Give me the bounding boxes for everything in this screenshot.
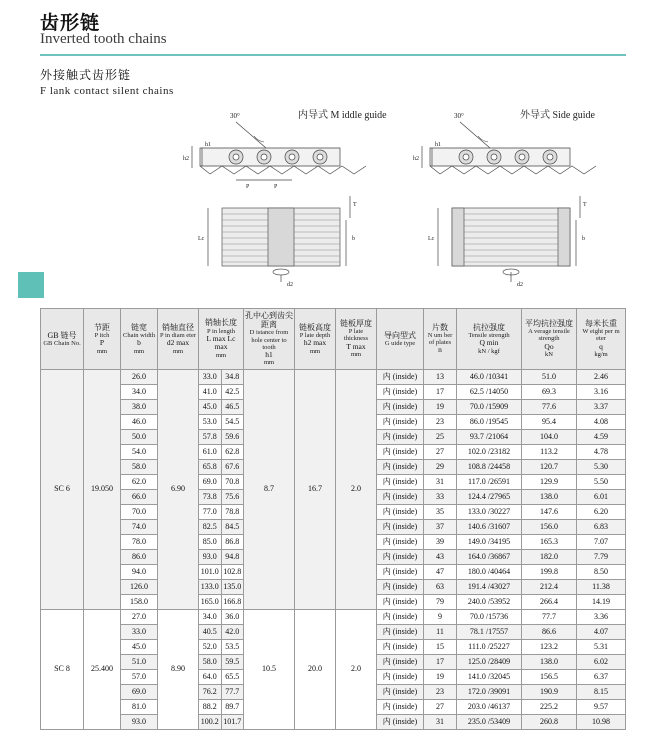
cell-pin-length-l: 73.8: [199, 489, 222, 504]
cell-plates: 23: [424, 684, 457, 699]
cell-pin-length-lc: 77.7: [221, 684, 244, 699]
cell-weight: 5.31: [577, 639, 626, 654]
table-row: [41, 369, 626, 384]
table-row: [41, 609, 626, 624]
cell-plates: 31: [424, 474, 457, 489]
cell-plates: 27: [424, 699, 457, 714]
col-pin-diameter-cn: 销轴直径: [162, 322, 194, 332]
col-pitch: [84, 309, 121, 370]
col-avg-tensile-cn: 平均抗拉强度: [525, 319, 573, 329]
cell-chain-width: 66.0: [121, 489, 158, 504]
cell-tensile-strength: 172.0 /39091: [457, 684, 522, 699]
figure-caption-left: 内导式 M iddle guide: [298, 110, 387, 121]
cell-avg-tensile: 113.2: [522, 444, 577, 459]
col-pin-length-en: P in length: [207, 327, 235, 335]
cell-guide-type: 内 (inside): [377, 624, 424, 639]
col-tensile-en: Tensile strength: [468, 331, 510, 339]
col-weight-cn: 每米长重: [585, 319, 617, 329]
cell-guide-type: 内 (inside): [377, 474, 424, 489]
col-weight-unit: kg/m: [594, 351, 608, 359]
cell-avg-tensile: 51.0: [522, 369, 577, 384]
cell-avg-tensile: 129.9: [522, 474, 577, 489]
cell-tensile-strength: 235.0 /53409: [457, 714, 522, 729]
svg-text:h2: h2: [183, 156, 189, 162]
cell-guide-type: 内 (inside): [377, 549, 424, 564]
cell-pin-length-lc: 42.5: [221, 384, 244, 399]
svg-text:b: b: [352, 236, 355, 242]
cell-weight: 6.37: [577, 669, 626, 684]
cell-chain-width: 26.0: [121, 369, 158, 384]
cell-avg-tensile: 182.0: [522, 549, 577, 564]
cell-plates: 31: [424, 714, 457, 729]
specs-table: [40, 308, 626, 730]
cell-pin-length-lc: 78.8: [221, 504, 244, 519]
cell-h1: 8.7: [244, 369, 295, 609]
cell-plates: 47: [424, 564, 457, 579]
svg-text:h1: h1: [205, 142, 211, 148]
cell-pin-length-lc: 84.5: [221, 519, 244, 534]
cell-tensile-strength: 191.4 /43027: [457, 579, 522, 594]
cell-pin-diameter: 6.90: [158, 369, 199, 609]
cell-guide-type: 内 (inside): [377, 654, 424, 669]
cell-tensile-strength: 93.7 /21064: [457, 429, 522, 444]
cell-chain-width: 78.0: [121, 534, 158, 549]
cell-pin-length-lc: 59.5: [221, 654, 244, 669]
col-chain-no: [41, 309, 84, 370]
cell-weight: 8.15: [577, 684, 626, 699]
cell-pin-length-l: 34.0: [199, 609, 222, 624]
cell-avg-tensile: 156.0: [522, 519, 577, 534]
col-tensile-sym: Q min: [479, 338, 499, 348]
cell-pin-length-lc: 166.8: [221, 594, 244, 609]
col-h1: [244, 309, 295, 370]
col-guide-type-en: G uide type: [384, 339, 416, 347]
cell-pin-length-lc: 102.8: [221, 564, 244, 579]
cell-avg-tensile: 86.6: [522, 624, 577, 639]
cell-plates: 17: [424, 654, 457, 669]
cell-plates: 23: [424, 414, 457, 429]
svg-text:30°: 30°: [230, 112, 240, 120]
svg-text:P: P: [246, 184, 250, 190]
cell-tensile-strength: 141.0 /32045: [457, 669, 522, 684]
cell-tensile-strength: 203.0 /46137: [457, 699, 522, 714]
col-pitch-cn: 节距: [94, 322, 110, 332]
cell-tensile-strength: 133.0 /30227: [457, 504, 522, 519]
cell-weight: 4.07: [577, 624, 626, 639]
cell-guide-type: 内 (inside): [377, 399, 424, 414]
cell-plates: 25: [424, 429, 457, 444]
cell-weight: 5.30: [577, 459, 626, 474]
cell-chain-width: 94.0: [121, 564, 158, 579]
cell-pin-length-l: 76.2: [199, 684, 222, 699]
cell-pin-length-l: 41.0: [199, 384, 222, 399]
cell-tensile-strength: 78.1 /17557: [457, 624, 522, 639]
table-body: [41, 369, 626, 729]
cell-plates: 9: [424, 609, 457, 624]
cell-plates: 43: [424, 549, 457, 564]
cell-avg-tensile: 147.6: [522, 504, 577, 519]
col-plate-thickness: [336, 309, 377, 370]
svg-text:b: b: [582, 236, 585, 242]
cell-pin-length-l: 101.0: [199, 564, 222, 579]
cell-plates: 13: [424, 369, 457, 384]
cell-tensile-strength: 125.0 /28409: [457, 654, 522, 669]
cell-chain-width: 38.0: [121, 399, 158, 414]
cell-chain-width: 58.0: [121, 459, 158, 474]
cell-avg-tensile: 266.4: [522, 594, 577, 609]
cell-guide-type: 内 (inside): [377, 639, 424, 654]
cell-tensile-strength: 240.0 /53952: [457, 594, 522, 609]
col-chain-width-unit: mm: [133, 347, 145, 355]
cell-plates: 19: [424, 669, 457, 684]
cell-chain-width: 57.0: [121, 669, 158, 684]
cell-avg-tensile: 104.0: [522, 429, 577, 444]
cell-weight: 6.83: [577, 519, 626, 534]
col-pitch-en: P itch: [94, 331, 110, 339]
cell-h1: 10.5: [244, 609, 295, 729]
cell-pin-length-l: 45.0: [199, 399, 222, 414]
cell-weight: 4.59: [577, 429, 626, 444]
col-plate-depth-en: P late depth: [299, 331, 331, 339]
col-plate-depth-unit: mm: [309, 347, 321, 355]
cell-avg-tensile: 225.2: [522, 699, 577, 714]
cell-pin-length-lc: 70.8: [221, 474, 244, 489]
col-plate-thickness-sym: T max: [346, 341, 366, 351]
cell-weight: 11.38: [577, 579, 626, 594]
cell-tensile-strength: 164.0 /36867: [457, 549, 522, 564]
col-plates-sym: n: [438, 345, 442, 355]
cell-pin-length-lc: 53.5: [221, 639, 244, 654]
col-chain-no-en: GB Chain No.: [43, 339, 81, 347]
col-pitch-sym: P: [99, 338, 105, 348]
cell-avg-tensile: 156.5: [522, 669, 577, 684]
cell-guide-type: 内 (inside): [377, 489, 424, 504]
cell-weight: 10.98: [577, 714, 626, 729]
col-weight: [577, 309, 626, 370]
cell-pin-length-lc: 67.6: [221, 459, 244, 474]
cell-weight: 14.19: [577, 594, 626, 609]
cell-tensile-strength: 102.0 /23182: [457, 444, 522, 459]
svg-text:30°: 30°: [454, 112, 464, 120]
cell-avg-tensile: 123.2: [522, 639, 577, 654]
cell-pin-length-lc: 94.8: [221, 549, 244, 564]
cell-pin-length-l: 52.0: [199, 639, 222, 654]
cell-plates: 37: [424, 519, 457, 534]
col-pin-length: [199, 309, 244, 370]
col-chain-width-en: Chain width: [123, 331, 155, 339]
col-avg-tensile-sym: Qo: [544, 341, 554, 351]
col-plate-depth: [295, 309, 336, 370]
cell-pin-length-lc: 75.6: [221, 489, 244, 504]
col-avg-tensile-en: A verage tensile strength: [528, 328, 570, 343]
cell-tensile-strength: 111.0 /25227: [457, 639, 522, 654]
cell-pin-length-l: 33.0: [199, 369, 222, 384]
cell-pin-length-l: 133.0: [199, 579, 222, 594]
cell-pin-length-l: 77.0: [199, 504, 222, 519]
cell-pin-length-lc: 62.8: [221, 444, 244, 459]
cell-plate-depth: 16.7: [295, 369, 336, 609]
col-h1-unit: mm: [263, 359, 275, 367]
svg-text:d2: d2: [287, 282, 293, 288]
cell-pin-length-l: 58.0: [199, 654, 222, 669]
col-chain-no-cn: GB 链号: [47, 330, 77, 340]
cell-chain-no: SC 8: [41, 609, 84, 729]
cell-guide-type: 内 (inside): [377, 714, 424, 729]
cell-avg-tensile: 69.3: [522, 384, 577, 399]
cell-chain-width: 50.0: [121, 429, 158, 444]
cell-tensile-strength: 46.0 /10341: [457, 369, 522, 384]
section-subtitle: [40, 66, 174, 97]
col-weight-sym: q: [599, 341, 603, 351]
cell-weight: 4.78: [577, 444, 626, 459]
cell-plates: 17: [424, 384, 457, 399]
table-header-row: [41, 309, 626, 370]
cell-plates: 39: [424, 534, 457, 549]
col-plate-thickness-en: P late thickness: [343, 328, 369, 343]
cell-chain-width: 86.0: [121, 549, 158, 564]
col-tensile-cn: 抗拉强度: [473, 322, 505, 332]
cell-guide-type: 内 (inside): [377, 519, 424, 534]
cell-avg-tensile: 260.8: [522, 714, 577, 729]
cell-pin-length-lc: 42.0: [221, 624, 244, 639]
col-plates-en: N um ber of plates: [427, 332, 453, 347]
cell-pin-length-l: 69.0: [199, 474, 222, 489]
col-pin-diameter-en: P in diam eter: [159, 331, 197, 339]
cell-chain-no: SC 6: [41, 369, 84, 609]
col-pin-length-unit: mm: [215, 352, 227, 359]
cell-weight: 4.08: [577, 414, 626, 429]
cell-guide-type: 内 (inside): [377, 414, 424, 429]
cell-pin-length-l: 40.5: [199, 624, 222, 639]
cell-tensile-strength: 70.0 /15736: [457, 609, 522, 624]
cell-plate-thickness: 2.0: [336, 369, 377, 609]
cell-chain-width: 70.0: [121, 504, 158, 519]
cell-tensile-strength: 62.5 /14050: [457, 384, 522, 399]
col-weight-en: W eight per m eter: [582, 328, 620, 343]
cell-guide-type: 内 (inside): [377, 534, 424, 549]
col-guide-type-cn: 导向型式: [384, 330, 416, 340]
cell-guide-type: 内 (inside): [377, 699, 424, 714]
cell-guide-type: 内 (inside): [377, 444, 424, 459]
cell-plates: 33: [424, 489, 457, 504]
col-plate-thickness-cn: 链板厚度: [340, 319, 372, 329]
cell-chain-width: 46.0: [121, 414, 158, 429]
cell-guide-type: 内 (inside): [377, 684, 424, 699]
cell-pin-length-lc: 59.6: [221, 429, 244, 444]
col-plates: [424, 309, 457, 370]
cell-pitch: 25.400: [84, 609, 121, 729]
svg-text:d2: d2: [517, 282, 523, 288]
chain-drawing-svg: [40, 100, 626, 298]
cell-chain-width: 54.0: [121, 444, 158, 459]
cell-weight: 2.46: [577, 369, 626, 384]
col-plate-thickness-unit: mm: [350, 351, 362, 359]
cell-pin-length-lc: 135.0: [221, 579, 244, 594]
cell-chain-width: 81.0: [121, 699, 158, 714]
col-h1-sym: h1: [265, 349, 273, 359]
cell-chain-width: 69.0: [121, 684, 158, 699]
col-pin-diameter-sym: d2 max: [166, 338, 190, 348]
cell-guide-type: 内 (inside): [377, 594, 424, 609]
col-tensile-unit: kN / kgf: [478, 347, 500, 355]
cell-weight: 9.57: [577, 699, 626, 714]
cell-weight: 7.79: [577, 549, 626, 564]
cell-avg-tensile: 77.7: [522, 609, 577, 624]
cell-tensile-strength: 117.0 /26591: [457, 474, 522, 489]
figure-caption-right: 外导式 Side guide: [520, 110, 595, 121]
col-guide-type: [377, 309, 424, 370]
cell-guide-type: 内 (inside): [377, 429, 424, 444]
cell-pin-length-lc: 89.7: [221, 699, 244, 714]
col-pin-diameter-unit: mm: [172, 347, 184, 355]
cell-avg-tensile: 190.9: [522, 684, 577, 699]
svg-text:T: T: [583, 202, 587, 208]
col-plate-depth-sym: h2 max: [303, 338, 327, 348]
cell-plates: 79: [424, 594, 457, 609]
col-h1-cn: 孔中心到齿尖距离: [245, 311, 293, 330]
cell-weight: 6.20: [577, 504, 626, 519]
col-tensile-strength: [457, 309, 522, 370]
page-header: [0, 0, 666, 58]
cell-chain-width: 74.0: [121, 519, 158, 534]
cell-chain-width: 27.0: [121, 609, 158, 624]
cell-guide-type: 内 (inside): [377, 384, 424, 399]
col-pin-diameter: [158, 309, 199, 370]
cell-tensile-strength: 86.0 /19545: [457, 414, 522, 429]
cell-pin-length-l: 82.5: [199, 519, 222, 534]
cell-chain-width: 45.0: [121, 639, 158, 654]
cell-guide-type: 内 (inside): [377, 669, 424, 684]
cell-plates: 15: [424, 639, 457, 654]
page-title-cn: 齿形链: [40, 13, 101, 34]
cell-weight: 6.01: [577, 489, 626, 504]
page-title-en: Inverted tooth chains: [40, 31, 167, 47]
cell-pin-length-lc: 34.8: [221, 369, 244, 384]
cell-pin-length-lc: 54.5: [221, 414, 244, 429]
table-head: [41, 309, 626, 370]
col-plates-cn: 片数: [432, 322, 448, 332]
cell-pin-length-l: 53.0: [199, 414, 222, 429]
cell-plates: 11: [424, 624, 457, 639]
col-avg-tensile: [522, 309, 577, 370]
cell-pin-length-lc: 65.5: [221, 669, 244, 684]
cell-pin-length-l: 93.0: [199, 549, 222, 564]
cell-pin-length-l: 85.0: [199, 534, 222, 549]
cell-tensile-strength: 124.4 /27965: [457, 489, 522, 504]
svg-text:h1: h1: [435, 142, 441, 148]
cell-weight: 6.02: [577, 654, 626, 669]
cell-chain-width: 93.0: [121, 714, 158, 729]
col-pin-length-cn: 销轴长度: [205, 318, 237, 328]
svg-text:h2: h2: [413, 156, 419, 162]
cell-avg-tensile: 95.4: [522, 414, 577, 429]
subtitle-cn: 外接触式齿形链: [40, 68, 132, 82]
cell-guide-type: 内 (inside): [377, 504, 424, 519]
cell-chain-width: 34.0: [121, 384, 158, 399]
cell-weight: 8.50: [577, 564, 626, 579]
svg-text:Lc: Lc: [428, 236, 435, 242]
cell-tensile-strength: 108.8 /24458: [457, 459, 522, 474]
cell-pin-diameter: 8.90: [158, 609, 199, 729]
svg-text:Lc: Lc: [198, 236, 205, 242]
cell-pin-length-l: 57.8: [199, 429, 222, 444]
svg-text:P: P: [274, 184, 278, 190]
cell-pin-length-lc: 36.0: [221, 609, 244, 624]
cell-tensile-strength: 70.0 /15909: [457, 399, 522, 414]
cell-chain-width: 62.0: [121, 474, 158, 489]
cell-plate-thickness: 2.0: [336, 609, 377, 729]
col-h1-en: D istance from hole center to tooth: [249, 329, 289, 351]
cell-guide-type: 内 (inside): [377, 564, 424, 579]
cell-plates: 27: [424, 444, 457, 459]
col-avg-tensile-unit: kN: [545, 351, 553, 359]
cell-avg-tensile: 212.4: [522, 579, 577, 594]
col-pin-length-sym: L max Lc max: [206, 333, 236, 352]
cell-avg-tensile: 199.8: [522, 564, 577, 579]
cell-avg-tensile: 120.7: [522, 459, 577, 474]
subtitle-en: F lank contact silent chains: [40, 85, 174, 97]
header-divider: [40, 54, 626, 56]
cell-plates: 19: [424, 399, 457, 414]
cell-pin-length-l: 100.2: [199, 714, 222, 729]
cell-weight: 7.07: [577, 534, 626, 549]
cell-pin-length-l: 88.2: [199, 699, 222, 714]
cell-plate-depth: 20.0: [295, 609, 336, 729]
cell-pitch: 19.050: [84, 369, 121, 609]
cell-weight: 3.37: [577, 399, 626, 414]
cell-tensile-strength: 149.0 /34195: [457, 534, 522, 549]
cell-pin-length-l: 61.0: [199, 444, 222, 459]
cell-tensile-strength: 140.6 /31607: [457, 519, 522, 534]
cell-pin-length-lc: 86.8: [221, 534, 244, 549]
cell-avg-tensile: 165.3: [522, 534, 577, 549]
cell-chain-width: 51.0: [121, 654, 158, 669]
col-pitch-unit: mm: [96, 347, 108, 355]
cell-pin-length-lc: 101.7: [221, 714, 244, 729]
cell-tensile-strength: 180.0 /40464: [457, 564, 522, 579]
col-chain-width-sym: b: [137, 338, 141, 348]
cell-guide-type: 内 (inside): [377, 609, 424, 624]
cell-avg-tensile: 138.0: [522, 654, 577, 669]
cell-chain-width: 33.0: [121, 624, 158, 639]
cell-pin-length-l: 64.0: [199, 669, 222, 684]
cell-weight: 3.16: [577, 384, 626, 399]
technical-drawings: [40, 100, 626, 298]
col-plate-depth-cn: 链板高度: [299, 322, 331, 332]
cell-plates: 63: [424, 579, 457, 594]
cell-chain-width: 126.0: [121, 579, 158, 594]
cell-plates: 35: [424, 504, 457, 519]
cell-weight: 5.50: [577, 474, 626, 489]
cell-pin-length-lc: 46.5: [221, 399, 244, 414]
cell-plates: 29: [424, 459, 457, 474]
svg-text:T: T: [353, 202, 357, 208]
cell-pin-length-l: 65.8: [199, 459, 222, 474]
cell-guide-type: 内 (inside): [377, 369, 424, 384]
cell-weight: 3.36: [577, 609, 626, 624]
cell-chain-width: 158.0: [121, 594, 158, 609]
col-chain-width-cn: 链宽: [131, 322, 147, 332]
cell-guide-type: 内 (inside): [377, 459, 424, 474]
cell-avg-tensile: 77.6: [522, 399, 577, 414]
cell-pin-length-l: 165.0: [199, 594, 222, 609]
col-chain-width: [121, 309, 158, 370]
cell-guide-type: 内 (inside): [377, 579, 424, 594]
cell-avg-tensile: 138.0: [522, 489, 577, 504]
